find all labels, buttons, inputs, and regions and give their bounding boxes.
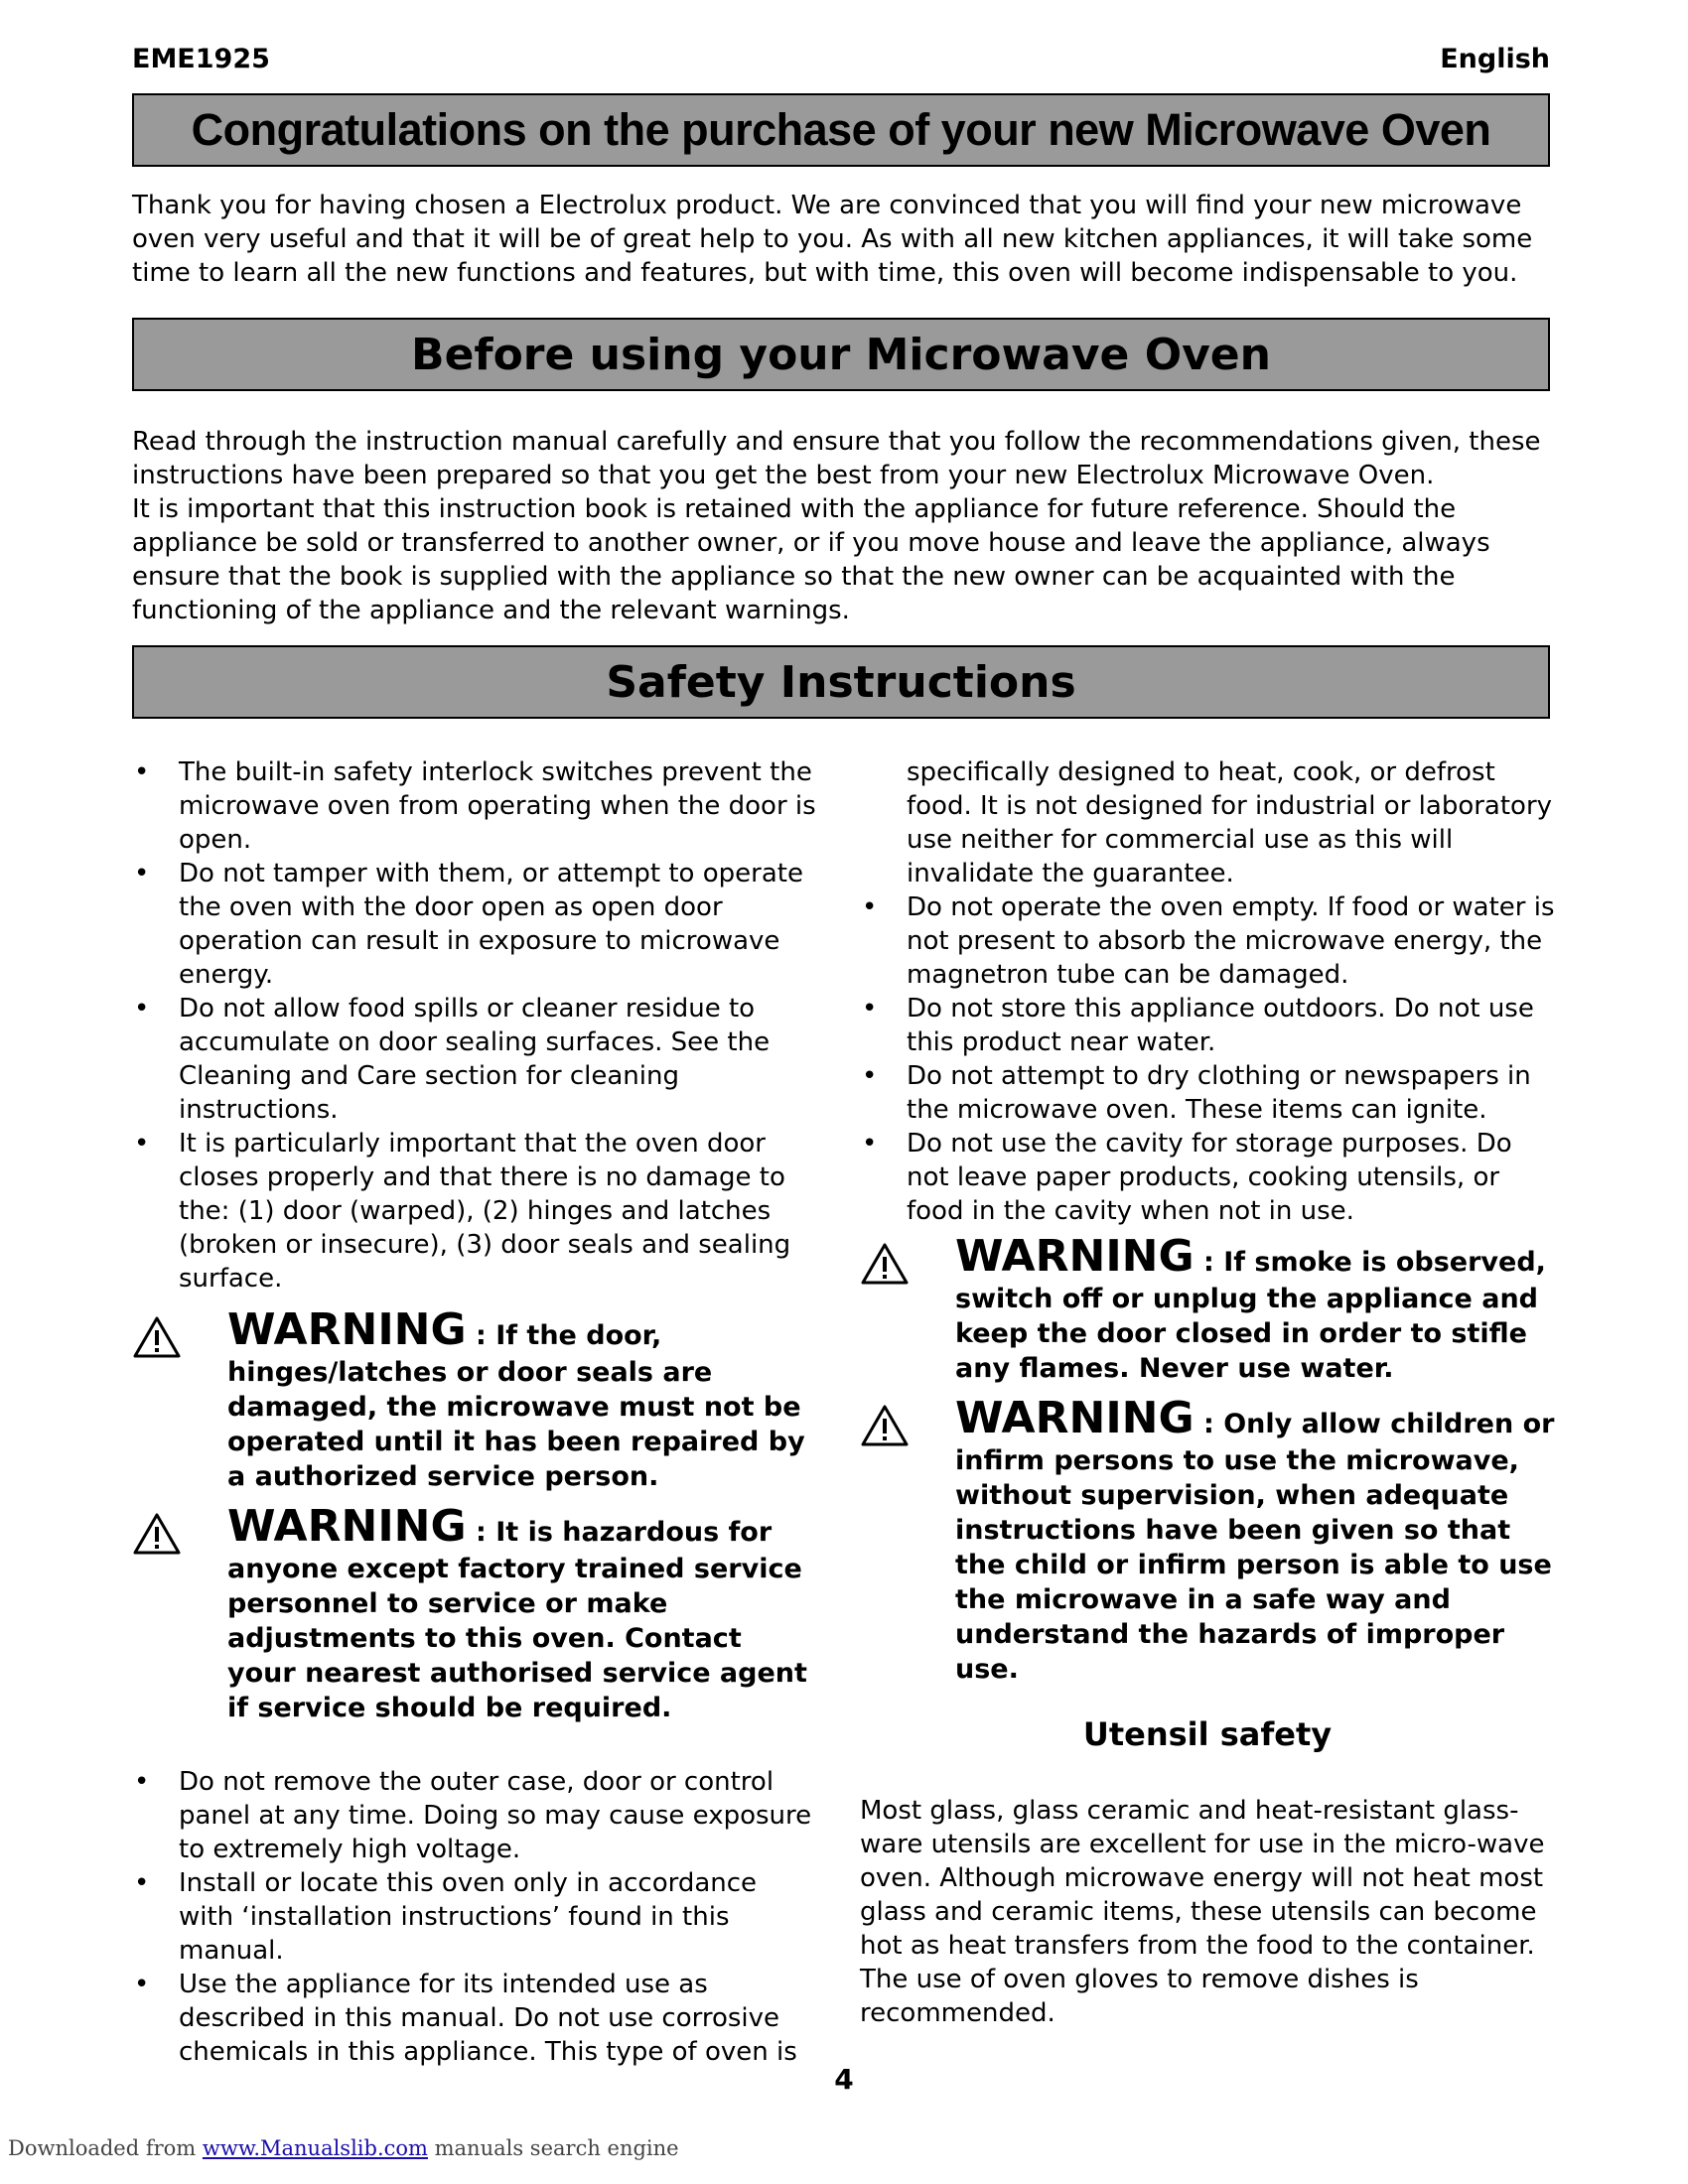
warning-service [132,1502,817,1725]
list-item: • Install or locate this oven only in accordance with ‘installation instructions’ found in this manual. [132,1866,817,1968]
warning-triangle-icon [860,1242,910,1286]
congrats-text: Thank you for having chosen a Electrolux product. We are convinced that you will find your new microwave oven very useful and that it will be of great help to you. As with all new kitchen appliances, it will take some time to learn all the new functions and features, but with time, this oven will become indispensable to you. [132,191,1533,288]
warning-lead: : If smoke is observed, [1194,1247,1546,1278]
warning-lead: : If the door, [466,1320,662,1351]
warning-label: WARNING [227,1501,467,1552]
list-item: • Do not store this appliance outdoors. Do not use this product near water. [860,992,1555,1059]
warning-text: anyone except factory trained service personnel to service or make adjustments to this oven. Contact your nearest authorised service agent if service should be required. [227,1554,807,1723]
right-bullet-list [860,890,1555,1228]
warning-text: infirm persons to use the microwave, without supervision, when adequate instructions have been given so that the child or infirm person is able to use the microwave in a safe way and understand the hazards of improper use. [955,1445,1552,1685]
list-item: • Do not use the cavity for storage purposes. Do not leave paper products, cooking utensils, or food in the cavity when not in use. [860,1127,1555,1228]
manualslib-link[interactable]: www.Manualslib.com [202,2136,428,2160]
list-item: • The built-in safety interlock switches prevent the microwave oven from operating when the door is open. [132,755,817,857]
left-column [132,755,817,2069]
footer-suffix: manuals search engine [427,2136,679,2160]
right-column [860,755,1555,2030]
list-item: • Do not tamper with them, or attempt to operate the oven with the door open as open door operation can result in exposure to microwave energy. [132,857,817,992]
before-title: Before using your Microwave Oven [132,318,1550,391]
warning-text: switch off or unplug the appliance and keep the door closed in order to stifle any flames. Never use water. [955,1284,1539,1384]
footer-prefix: Downloaded from [8,2136,203,2160]
left-bullet-list [132,755,817,1296]
warning-triangle-icon [132,1315,182,1359]
warning-label: WARNING [955,1231,1195,1282]
list-item: • It is particularly important that the oven door closes properly and that there is no damage to the: (1) door (warped), (2) hinges and latches (broken or insecure), (3) door seals and sealing surface. [132,1127,817,1296]
list-item: • Do not allow food spills or cleaner residue to accumulate on door sealing surfaces. See the Cleaning and Care section for cleaning instructions. [132,992,817,1127]
safety-title: Safety Instructions [132,645,1550,719]
list-item: • Do not attempt to dry clothing or newspapers in the microwave oven. These items can ignite. [860,1059,1555,1127]
continued-text: specifically designed to heat, cook, or defrost food. It is not designed for industrial or laboratory use neither for commercial use as this will invalidate the guarantee. [907,757,1553,888]
warning-children [860,1394,1555,1687]
warning-triangle-icon [860,1404,910,1447]
list-item: • Do not operate the oven empty. If food or water is not present to absorb the microwave energy, the magnetron tube can be damaged. [860,890,1555,992]
warning-label: WARNING [227,1304,467,1355]
warning-smoke [860,1232,1555,1386]
left-bullet-list-2 [132,1765,817,2069]
warning-lead: : Only allow children or [1194,1409,1555,1439]
warning-text: hinges/latches or door seals are damaged, the microwave must not be operated until it has been repaired by a authorized service person. [227,1357,805,1492]
before-text [132,425,1562,627]
warning-triangle-icon [132,1512,182,1556]
list-item: • Use the appliance for its intended use as described in this manual. Do not use corrosive chemicals in this appliance. This type of oven is [132,1968,817,2069]
language-label: English [1440,44,1550,74]
model-number: EME1925 [132,44,270,74]
before-paragraph-1: Read through the instruction manual carefully and ensure that you follow the recommendations given, these instructions have been prepared so that you get the best from your new Electrolux Microwave Oven. [132,427,1541,490]
utensil-safety-heading: Utensil safety [1082,1715,1333,1753]
warning-lead: : It is hazardous for [466,1517,773,1548]
warning-label: WARNING [955,1393,1195,1443]
page-number: 4 [834,2063,854,2096]
utensil-safety-text: Most glass, glass ceramic and heat-resistant glass-ware utensils are excellent for use in the micro-wave oven. Although microwave energy will not heat most glass and ceramic items, these utensils can become hot as heat transfers from the food to the container. The use of oven gloves to remove dishes is recommended. [860,1796,1545,2028]
list-item: • Do not remove the outer case, door or control panel at any time. Doing so may cause exposure to extremely high voltage. [132,1765,817,1866]
congrats-title: Congratulations on the purchase of your new Microwave Oven [132,93,1550,167]
warning-door-damage [132,1305,817,1494]
before-paragraph-2: It is important that this instruction book is retained with the appliance for future reference. Should the appliance be sold or transferred to another owner, or if you move house and leave the appliance, always ensure that the book is supplied with the appliance so that the new owner can be acquainted with the functioning of the appliance and the relevant warnings. [132,494,1490,625]
download-footer [8,2136,679,2160]
